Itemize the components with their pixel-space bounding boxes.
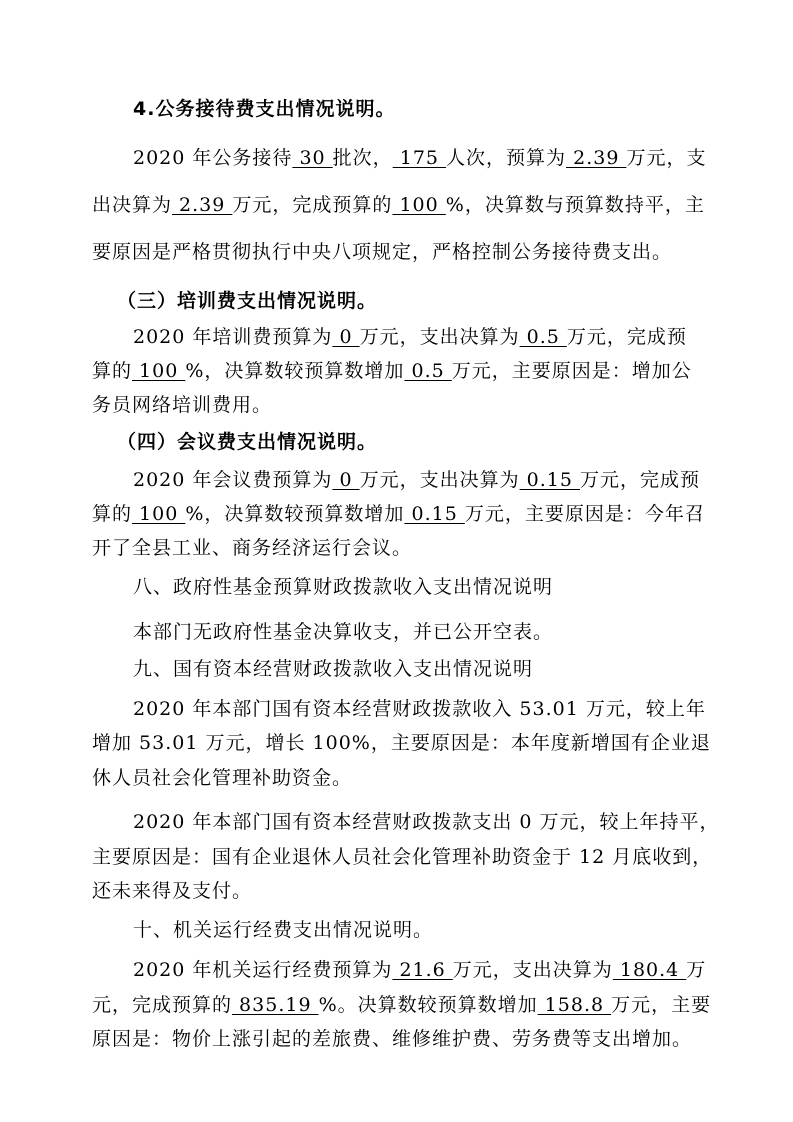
paragraph-operating-line-1: 2020 年机关运行经费预算为 21.6 万元，支出决算为 180.4 万 [133, 959, 707, 981]
paragraph-meeting-line-1: 2020 年会议费预算为 0 万元，支出决算为 0.15 万元，完成预 [133, 469, 700, 491]
paragraph-meeting-line-2: 算的 100 %，决算数较预算数增加 0.15 万元，主要原因是：今年召 [92, 503, 705, 525]
section-heading-reception: 4.公务接待费支出情况说明。 [133, 98, 396, 120]
paragraph-state-capital-b-line-1: 2020 年本部门国有资本经营财政拨款支出 0 万元，较上年持平， [133, 811, 720, 833]
paragraph-operating-line-2: 元，完成预算的 835.19 %。决算数较预算数增加 158.8 万元，主要 [92, 994, 712, 1016]
section-heading-state-capital: 九、国有资本经营财政拨款收入支出情况说明 [133, 658, 534, 680]
paragraph-meeting-line-3: 开了全县工业、商务经济运行会议。 [92, 537, 413, 559]
paragraph-government-fund: 本部门无政府性基金决算收支，并已公开空表。 [133, 621, 554, 643]
paragraph-state-capital-a-line-1: 2020 年本部门国有资本经营财政拨款收入 53.01 万元，较上年 [133, 698, 706, 720]
paragraph-training-line-3: 务员网络培训费用。 [92, 394, 273, 416]
paragraph-operating-line-3: 原因是：物价上涨引起的差旅费、维修维护费、劳务费等支出增加。 [92, 1028, 693, 1050]
paragraph-reception-line-1: 2020 年公务接待 30 批次， 175 人次，预算为 2.39 万元，支 [133, 147, 707, 169]
section-heading-operating-expenses: 十、机关运行经费支出情况说明。 [133, 919, 434, 941]
paragraph-training-line-2: 算的 100 %，决算数较预算数增加 0.5 万元，主要原因是：增加公 [92, 360, 692, 382]
paragraph-state-capital-a-line-3: 休人员社会化管理补助资金。 [92, 767, 353, 789]
paragraph-state-capital-b-line-3: 还未来得及支付。 [92, 880, 253, 902]
paragraph-state-capital-a-line-2: 增加 53.01 万元，增长 100%，主要原因是：本年度新增国有企业退 [92, 732, 711, 754]
section-heading-government-fund: 八、政府性基金预算财政拨款收入支出情况说明 [133, 576, 554, 598]
section-heading-meeting: （四）会议费支出情况说明。 [117, 431, 378, 453]
section-heading-training: （三）培训费支出情况说明。 [117, 290, 378, 312]
paragraph-reception-line-3: 要原因是严格贯彻执行中央八项规定，严格控制公务接待费支出。 [92, 241, 673, 263]
paragraph-reception-line-2: 出决算为 2.39 万元，完成预算的 100 %，决算数与预算数持平，主 [92, 194, 705, 216]
paragraph-training-line-1: 2020 年培训费预算为 0 万元，支出决算为 0.5 万元，完成预 [133, 326, 687, 348]
paragraph-state-capital-b-line-2: 主要原因是：国有企业退休人员社会化管理补助资金于 12 月底收到， [92, 846, 713, 868]
